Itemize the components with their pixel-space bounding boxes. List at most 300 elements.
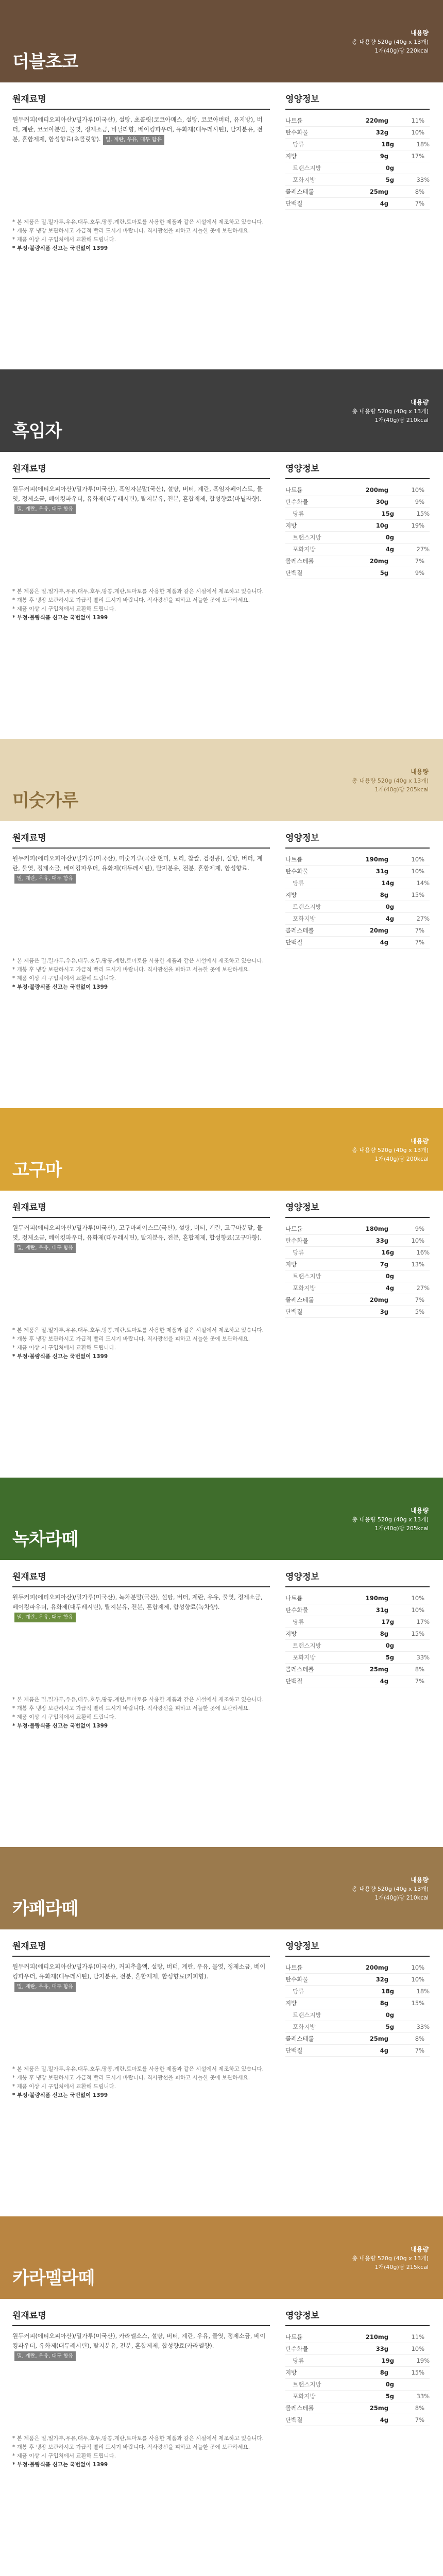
notice-text	[12, 587, 431, 622]
notice-line: * 제품 이상 시 구입처에서 교환해 드립니다.	[12, 1714, 116, 1720]
capacity-label: 내용량	[411, 2246, 429, 2253]
nutrition-heading: 영양정보	[285, 461, 430, 479]
nutrient-name: 단백질	[285, 2416, 303, 2424]
calorie-info: 1개(40g)당 215kcal	[374, 2264, 429, 2270]
nutrient-name: 단백질	[285, 1677, 303, 1685]
ingredients-list: 원두커피(에티오피아산)/밀가루(미국산), 카라멜소스, 설탕, 버터, 계란, 우유, 물엿, 정제소금, 베이킹파우더, 유화제(대두레시틴), 탈지분유, 전분, 혼합제제, 합성향료(카라멜향).	[12, 2332, 266, 2349]
nutrient-name: 단백질	[285, 200, 303, 207]
notice-text	[12, 1696, 431, 1731]
product-body	[0, 821, 443, 948]
nutrient-name: 트랜스지방	[293, 2011, 321, 2019]
nutrient-value: 0g	[385, 2011, 395, 2019]
nutrient-name: 콜레스테롤	[285, 1296, 314, 1303]
nutrient-name: 당류	[293, 510, 304, 517]
nutrient-name: 콜레스테롤	[285, 188, 314, 195]
nutrition-row	[285, 913, 430, 925]
capacity-label: 내용량	[411, 1876, 429, 1884]
nutrient-name: 나트륨	[285, 486, 303, 494]
nutrient-value: 25mg	[369, 1666, 388, 1673]
nutrient-value: 8g	[380, 1999, 388, 2007]
calorie-info: 1개(40g)당 205kcal	[374, 786, 429, 793]
nutrient-percent: 33%	[416, 1654, 430, 1661]
nutrient-name: 탄수화물	[285, 498, 309, 505]
nutrient-value: 8g	[380, 2369, 388, 2376]
nutrient-percent: 15%	[416, 510, 430, 517]
nutrient-name: 포화지방	[293, 1284, 316, 1292]
nutrient-value: 200mg	[365, 486, 388, 494]
ingredients-panel	[12, 1939, 270, 2057]
product-header-band	[0, 369, 443, 452]
ingredients-panel	[12, 92, 270, 210]
nutrient-value: 5g	[385, 2393, 395, 2400]
nutrient-name: 나트륨	[285, 1595, 303, 1602]
nutrient-name: 포화지방	[293, 2023, 316, 2030]
nutrient-value: 25mg	[369, 188, 388, 195]
allergy-badge: 밀, 계란, 우유, 대두 함유	[14, 874, 76, 884]
product-header-band	[0, 739, 443, 821]
capacity-label: 내용량	[411, 768, 429, 775]
product-summary	[352, 768, 429, 794]
nutrition-row	[285, 901, 430, 913]
nutrient-name: 지방	[285, 1999, 297, 2007]
nutrient-value: 5g	[380, 569, 388, 577]
nutrient-value: 3g	[380, 1308, 388, 1315]
ingredients-list: 원두커피(에티오피아산)/밀가루(미국산), 고구마페이스트(국산), 설탕, 버터, 계란, 고구마분말, 물엿, 정제소금, 베이킹파우더, 유화제(대두레시틴), 탈지분유, 전분, 혼합제제, 합성향료(고구마향).	[12, 1224, 263, 1241]
product-title: 미숫가루	[12, 790, 78, 811]
nutrient-name: 단백질	[285, 2047, 303, 2054]
nutrition-row	[285, 1997, 430, 2009]
nutrient-value: 210mg	[365, 2333, 388, 2341]
product-section	[0, 2216, 443, 2576]
nutrition-heading: 영양정보	[285, 2308, 430, 2326]
product-body	[0, 1560, 443, 1687]
nutrition-row	[285, 532, 430, 544]
notice-text	[12, 957, 431, 992]
nutrient-percent: 15%	[411, 1630, 424, 1637]
nutrition-row	[285, 544, 430, 555]
nutrition-row	[285, 567, 430, 579]
notice-text	[12, 2434, 431, 2469]
nutrition-heading: 영양정보	[285, 831, 430, 849]
ingredients-list: 원두커피(에티오피아산)/밀가루(미국산), 미숫가루(국산 현미, 보리, 찹쌀, 검정콩), 설탕, 버터, 계란, 물엿, 정제소금, 베이킹파우더, 유화제(대두레시틴), 탈지분유, 전분, 혼합제제, 합성향료.	[12, 855, 263, 872]
notice-line: * 제품 이상 시 구입처에서 교환해 드립니다.	[12, 1345, 116, 1351]
nutrient-value: 31g	[376, 1606, 388, 1614]
ingredients-text	[12, 484, 270, 514]
nutrient-name: 탄수화물	[285, 2345, 309, 2352]
ingredients-panel	[12, 1569, 270, 1687]
nutrient-percent: 5%	[415, 1308, 424, 1315]
nutrition-row	[285, 174, 430, 186]
product-body	[0, 2299, 443, 2426]
nutrition-row	[285, 2355, 430, 2367]
nutrient-value: 180mg	[365, 1225, 388, 1232]
ingredients-text	[12, 1592, 270, 1622]
nutrient-name: 당류	[293, 1618, 304, 1625]
nutrient-name: 트랜스지방	[293, 534, 321, 541]
nutrient-value: 4g	[380, 200, 388, 207]
ingredients-heading: 원재료명	[12, 1200, 270, 1218]
nutrient-percent: 7%	[415, 557, 424, 565]
product-header-band	[0, 1478, 443, 1560]
nutrient-value: 25mg	[369, 2035, 388, 2042]
ingredients-heading: 원재료명	[12, 92, 270, 110]
nutrient-percent: 10%	[411, 2345, 424, 2352]
nutrient-value: 5g	[385, 176, 395, 183]
product-summary	[352, 398, 429, 425]
nutrient-percent: 7%	[415, 200, 424, 207]
notice-line: * 제품 이상 시 구입처에서 교환해 드립니다.	[12, 975, 116, 981]
nutrition-row	[285, 555, 430, 567]
allergy-badge: 밀, 계란, 우유, 대두 함유	[103, 135, 164, 145]
notice-text	[12, 2065, 431, 2100]
nutrient-name: 탄수화물	[285, 1606, 309, 1614]
nutrient-value: 33g	[376, 1237, 388, 1244]
nutrient-percent: 10%	[411, 1964, 424, 1971]
nutrition-row	[285, 508, 430, 520]
nutrient-value: 5g	[385, 1654, 395, 1661]
nutrition-row	[285, 2367, 430, 2379]
allergy-badge: 밀, 계란, 우유, 대두 함유	[14, 2351, 76, 2361]
nutrition-row	[285, 2402, 430, 2414]
nutrient-value: 30g	[376, 498, 388, 505]
nutrient-percent: 10%	[411, 129, 424, 136]
capacity-label: 내용량	[411, 1507, 429, 1514]
ingredients-heading: 원재료명	[12, 1569, 270, 1587]
nutrition-row	[285, 1675, 430, 1687]
nutrient-name: 트랜스지방	[293, 2381, 321, 2388]
calorie-info: 1개(40g)당 205kcal	[374, 1525, 429, 1532]
ingredients-panel	[12, 2308, 270, 2426]
calorie-info: 1개(40g)당 200kcal	[374, 1156, 429, 1162]
total-capacity: 총 내용량 520g (40g x 13개)	[352, 2255, 429, 2262]
nutrient-value: 0g	[385, 1273, 395, 1280]
nutrition-row	[285, 139, 430, 150]
capacity-label: 내용량	[411, 29, 429, 37]
nutrient-value: 17g	[381, 1618, 395, 1625]
nutrient-percent: 33%	[416, 2023, 430, 2030]
product-body	[0, 452, 443, 579]
notice-line: * 본 제품은 밀,밀가루,우유,대두,호두,땅콩,계란,토마토를 사용한 제품과 같은 시설에서 제조하고 있습니다.	[12, 219, 264, 225]
calorie-info: 1개(40g)당 210kcal	[374, 1894, 429, 1901]
nutrient-name: 콜레스테롤	[285, 927, 314, 934]
nutrition-heading: 영양정보	[285, 1200, 430, 1218]
nutrient-value: 14g	[381, 879, 395, 887]
nutrient-percent: 16%	[416, 1249, 430, 1256]
ingredients-heading: 원재료명	[12, 461, 270, 479]
nutrient-value: 5g	[385, 2023, 395, 2030]
product-title: 더블초코	[12, 52, 78, 72]
nutrition-row	[285, 2021, 430, 2033]
ingredients-list: 원두커피(에티오피아산)/밀가루(미국산), 흑임자분말(국산), 설탕, 버터, 계란, 흑임자페이스트, 물엿, 정제소금, 베이킹파우더, 유화제(대두레시틴), 탈지분유, 전분, 혼합제제, 합성향료(바닐라향).	[12, 485, 263, 502]
notice-line: * 부정·불량식품 신고는 국번없이 1399	[12, 615, 108, 621]
nutrient-name: 콜레스테롤	[285, 2404, 314, 2412]
nutrient-name: 포화지방	[293, 915, 316, 922]
nutrition-panel	[285, 461, 430, 579]
nutrition-row	[285, 2414, 430, 2426]
nutrient-value: 32g	[376, 1976, 388, 1983]
nutrient-percent: 7%	[415, 2047, 424, 2054]
notice-line: * 개봉 후 냉장 보관하시고 가급적 빨리 드시기 바랍니다. 직사광선을 피하고 서늘한 곳에 보관하세요.	[12, 1705, 250, 1711]
nutrient-name: 트랜스지방	[293, 1273, 321, 1280]
nutrient-name: 지방	[285, 152, 297, 160]
ingredients-text	[12, 2331, 270, 2361]
ingredients-list: 원두커피(에티오피아산)/밀가루(미국산), 커피추출액, 설탕, 버터, 계란, 우유, 물엿, 정제소금, 베이킹파우더, 유화제(대두레시틴), 탈지분유, 전분, 혼합제제, 합성향료(커피향).	[12, 1963, 266, 1980]
nutrition-row	[285, 877, 430, 889]
nutrition-row	[285, 1247, 430, 1259]
nutrient-name: 지방	[285, 1261, 297, 1268]
nutrition-row	[285, 1223, 430, 1235]
nutrient-value: 4g	[380, 939, 388, 946]
product-header-band	[0, 0, 443, 82]
allergy-badge: 밀, 계란, 우유, 대두 함유	[14, 1243, 76, 1253]
nutrient-percent: 10%	[411, 486, 424, 494]
nutrient-percent: 8%	[415, 1666, 424, 1673]
nutrient-percent: 7%	[415, 927, 424, 934]
product-title: 카페라떼	[12, 1899, 78, 1919]
nutrient-value: 4g	[380, 2047, 388, 2054]
nutrition-row	[285, 2033, 430, 2045]
nutrient-percent: 10%	[411, 1606, 424, 1614]
notice-line: * 부정·불량식품 신고는 국번없이 1399	[12, 245, 108, 251]
nutrition-row	[285, 1962, 430, 1974]
nutrition-row	[285, 2009, 430, 2021]
product-summary	[352, 1506, 429, 1533]
nutrition-row	[285, 115, 430, 127]
notice-line: * 부정·불량식품 신고는 국번없이 1399	[12, 2092, 108, 2098]
nutrition-row	[285, 1604, 430, 1616]
notice-line: * 부정·불량식품 신고는 국번없이 1399	[12, 984, 108, 990]
notice-line: * 개봉 후 냉장 보관하시고 가급적 빨리 드시기 바랍니다. 직사광선을 피하고 서늘한 곳에 보관하세요.	[12, 597, 250, 603]
nutrient-percent: 10%	[411, 1595, 424, 1602]
notice-line: * 본 제품은 밀,밀가루,우유,대두,호두,땅콩,계란,토마토를 사용한 제품과 같은 시설에서 제조하고 있습니다.	[12, 2066, 264, 2072]
notice-line: * 개봉 후 냉장 보관하시고 가급적 빨리 드시기 바랍니다. 직사광선을 피하고 서늘한 곳에 보관하세요.	[12, 2075, 250, 2081]
nutrition-row	[285, 484, 430, 496]
nutrient-value: 4g	[385, 546, 395, 553]
nutrient-percent: 8%	[415, 2035, 424, 2042]
nutrition-row	[285, 866, 430, 877]
ingredients-panel	[12, 461, 270, 579]
nutrient-name: 당류	[293, 879, 304, 887]
ingredients-heading: 원재료명	[12, 1939, 270, 1957]
nutrition-heading: 영양정보	[285, 1569, 430, 1587]
notice-line: * 본 제품은 밀,밀가루,우유,대두,호두,땅콩,계란,토마토를 사용한 제품과 같은 시설에서 제조하고 있습니다.	[12, 1697, 264, 1703]
nutrient-percent: 8%	[415, 2404, 424, 2412]
product-header-band	[0, 2216, 443, 2299]
notice-line: * 본 제품은 밀,밀가루,우유,대두,호두,땅콩,계란,토마토를 사용한 제품과 같은 시설에서 제조하고 있습니다.	[12, 2435, 264, 2442]
nutrient-value: 25mg	[369, 2404, 388, 2412]
product-title: 카라멜라떼	[12, 2268, 95, 2289]
capacity-label: 내용량	[411, 399, 429, 406]
nutrient-percent: 7%	[415, 1677, 424, 1685]
nutrition-row	[285, 162, 430, 174]
product-section	[0, 369, 443, 739]
nutrient-percent: 19%	[411, 522, 424, 529]
nutrition-row	[285, 198, 430, 210]
nutrition-row	[285, 1259, 430, 1270]
nutrition-row	[285, 2045, 430, 2057]
ingredients-panel	[12, 831, 270, 948]
nutrient-name: 지방	[285, 891, 297, 899]
nutrient-percent: 13%	[411, 1261, 424, 1268]
nutrition-row	[285, 1616, 430, 1628]
notice-line: * 본 제품은 밀,밀가루,우유,대두,호두,땅콩,계란,토마토를 사용한 제품과 같은 시설에서 제조하고 있습니다.	[12, 958, 264, 964]
nutrient-percent: 9%	[415, 498, 424, 505]
nutrition-row	[285, 1282, 430, 1294]
nutrient-name: 단백질	[285, 569, 303, 577]
nutrition-row	[285, 1294, 430, 1306]
nutrition-panel	[285, 1939, 430, 2057]
nutrient-value: 10g	[376, 522, 388, 529]
ingredients-list: 원두커피(에티오피아산)/밀가루(미국산), 녹차분말(국산), 설탕, 버터, 계란, 우유, 물엿, 정제소금, 베이킹파우더, 유화제(대두레시틴), 탈지분유, 전분, 혼합제제, 합성향료(녹차향).	[12, 1594, 263, 1611]
product-body	[0, 1929, 443, 2057]
nutrient-value: 20mg	[369, 927, 388, 934]
product-summary	[352, 29, 429, 55]
notice-line: * 부정·불량식품 신고는 국번없이 1399	[12, 1353, 108, 1360]
product-section	[0, 1478, 443, 1847]
nutrition-row	[285, 1270, 430, 1282]
nutrient-name: 나트륨	[285, 856, 303, 863]
nutrient-value: 0g	[385, 164, 395, 172]
total-capacity: 총 내용량 520g (40g x 13개)	[352, 1147, 429, 1154]
nutrient-name: 트랜스지방	[293, 164, 321, 172]
nutrient-value: 0g	[385, 534, 395, 541]
notice-line: * 제품 이상 시 구입처에서 교환해 드립니다.	[12, 2453, 116, 2459]
nutrient-value: 33g	[376, 2345, 388, 2352]
total-capacity: 총 내용량 520g (40g x 13개)	[352, 39, 429, 45]
calorie-info: 1개(40g)당 220kcal	[374, 47, 429, 54]
nutrient-name: 단백질	[285, 939, 303, 946]
nutrition-row	[285, 1628, 430, 1640]
nutrient-value: 200mg	[365, 1964, 388, 1971]
nutrient-percent: 33%	[416, 2393, 430, 2400]
nutrient-name: 콜레스테롤	[285, 557, 314, 565]
nutrient-percent: 18%	[416, 141, 430, 148]
nutrient-value: 19g	[381, 2357, 395, 2364]
ingredients-panel	[12, 1200, 270, 1318]
notice-line: * 제품 이상 시 구입처에서 교환해 드립니다.	[12, 2083, 116, 2090]
nutrition-row	[285, 1986, 430, 1997]
nutrient-value: 31g	[376, 868, 388, 875]
nutrient-percent: 8%	[415, 188, 424, 195]
nutrient-value: 0g	[385, 1642, 395, 1649]
nutrition-row	[285, 1592, 430, 1604]
nutrient-value: 0g	[385, 2381, 395, 2388]
nutrition-row	[285, 1235, 430, 1247]
nutrition-panel	[285, 2308, 430, 2426]
nutrient-percent: 7%	[415, 1296, 424, 1303]
nutrition-row	[285, 496, 430, 508]
nutrient-name: 나트륨	[285, 117, 303, 124]
nutrient-value: 4g	[380, 2416, 388, 2424]
nutrient-percent: 27%	[416, 915, 430, 922]
capacity-label: 내용량	[411, 1138, 429, 1145]
ingredients-text	[12, 115, 270, 145]
nutrient-name: 나트륨	[285, 1225, 303, 1232]
nutrient-value: 4g	[380, 1677, 388, 1685]
nutrient-value: 7g	[380, 1261, 388, 1268]
ingredients-text	[12, 1223, 270, 1253]
nutrient-name: 나트륨	[285, 2333, 303, 2341]
nutrient-percent: 18%	[416, 1988, 430, 1995]
nutrition-heading: 영양정보	[285, 1939, 430, 1957]
nutrition-row	[285, 1664, 430, 1675]
nutrient-name: 포화지방	[293, 176, 316, 183]
nutrient-percent: 15%	[411, 891, 424, 899]
nutrition-row	[285, 1306, 430, 1318]
nutrient-name: 콜레스테롤	[285, 2035, 314, 2042]
ingredients-heading: 원재료명	[12, 2308, 270, 2326]
total-capacity: 총 내용량 520g (40g x 13개)	[352, 1886, 429, 1892]
nutrient-name: 탄수화물	[285, 1237, 309, 1244]
product-section	[0, 1847, 443, 2216]
nutrient-percent: 17%	[416, 1618, 430, 1625]
nutrition-panel	[285, 92, 430, 210]
nutrient-percent: 7%	[415, 939, 424, 946]
notice-line: * 개봉 후 냉장 보관하시고 가급적 빨리 드시기 바랍니다. 직사광선을 피하고 서늘한 곳에 보관하세요.	[12, 2444, 250, 2450]
nutrient-name: 탄수화물	[285, 129, 309, 136]
nutrient-name: 트랜스지방	[293, 903, 321, 910]
notice-line: * 개봉 후 냉장 보관하시고 가급적 빨리 드시기 바랍니다. 직사광선을 피하고 서늘한 곳에 보관하세요.	[12, 228, 250, 234]
nutrient-percent: 15%	[411, 1999, 424, 2007]
nutrient-name: 포화지방	[293, 1654, 316, 1661]
nutrient-value: 220mg	[365, 117, 388, 124]
ingredients-list: 원두커피(에티오피아산)/밀가루(미국산), 설탕, 초콜릿(코코아매스, 설탕, 코코아버터, 유지방), 버터, 계란, 코코아분말, 물엿, 정제소금, 바닐라향, 베이킹파우더, 유화제(대두레시틴), 탈지분유, 전분, 혼합제제, 합성향료(초콜릿향).	[12, 116, 263, 143]
nutrient-percent: 10%	[411, 1237, 424, 1244]
nutrient-name: 단백질	[285, 1308, 303, 1315]
nutrient-value: 20mg	[369, 1296, 388, 1303]
nutrient-value: 4g	[385, 1284, 395, 1292]
nutrient-name: 콜레스테롤	[285, 1666, 314, 1673]
nutrient-value: 20mg	[369, 557, 388, 565]
nutrient-percent: 7%	[415, 2416, 424, 2424]
nutrient-value: 8g	[380, 1630, 388, 1637]
nutrient-percent: 9%	[415, 1225, 424, 1232]
nutrient-name: 당류	[293, 1249, 304, 1256]
product-summary	[352, 1876, 429, 1902]
product-body	[0, 1191, 443, 1318]
nutrient-value: 9g	[380, 152, 388, 160]
nutrition-row	[285, 150, 430, 162]
nutrient-name: 포화지방	[293, 546, 316, 553]
nutrient-percent: 14%	[416, 879, 430, 887]
nutrition-row	[285, 2391, 430, 2402]
nutrient-name: 포화지방	[293, 2393, 316, 2400]
nutrition-row	[285, 925, 430, 937]
nutrition-row	[285, 2331, 430, 2343]
product-header-band	[0, 1847, 443, 1929]
nutrition-row	[285, 2343, 430, 2355]
product-section	[0, 1108, 443, 1478]
notice-text	[12, 218, 431, 253]
nutrition-row	[285, 937, 430, 948]
allergy-badge: 밀, 계란, 우유, 대두 함유	[14, 504, 76, 514]
nutrient-value: 190mg	[365, 1595, 388, 1602]
nutrient-percent: 10%	[411, 1976, 424, 1983]
nutrition-row	[285, 1652, 430, 1664]
nutrient-name: 탄수화물	[285, 1976, 309, 1983]
nutrient-percent: 17%	[411, 152, 424, 160]
nutrient-percent: 11%	[411, 117, 424, 124]
notice-line: * 본 제품은 밀,밀가루,우유,대두,호두,땅콩,계란,토마토를 사용한 제품과 같은 시설에서 제조하고 있습니다.	[12, 588, 264, 595]
nutrient-value: 16g	[381, 1249, 395, 1256]
allergy-badge: 밀, 계란, 우유, 대두 함유	[14, 1613, 76, 1622]
nutrition-panel	[285, 1569, 430, 1687]
product-title: 녹차라떼	[12, 1529, 78, 1550]
nutrient-name: 당류	[293, 141, 304, 148]
nutrient-percent: 10%	[411, 868, 424, 875]
nutrient-name: 지방	[285, 522, 297, 529]
nutrition-row	[285, 1640, 430, 1652]
